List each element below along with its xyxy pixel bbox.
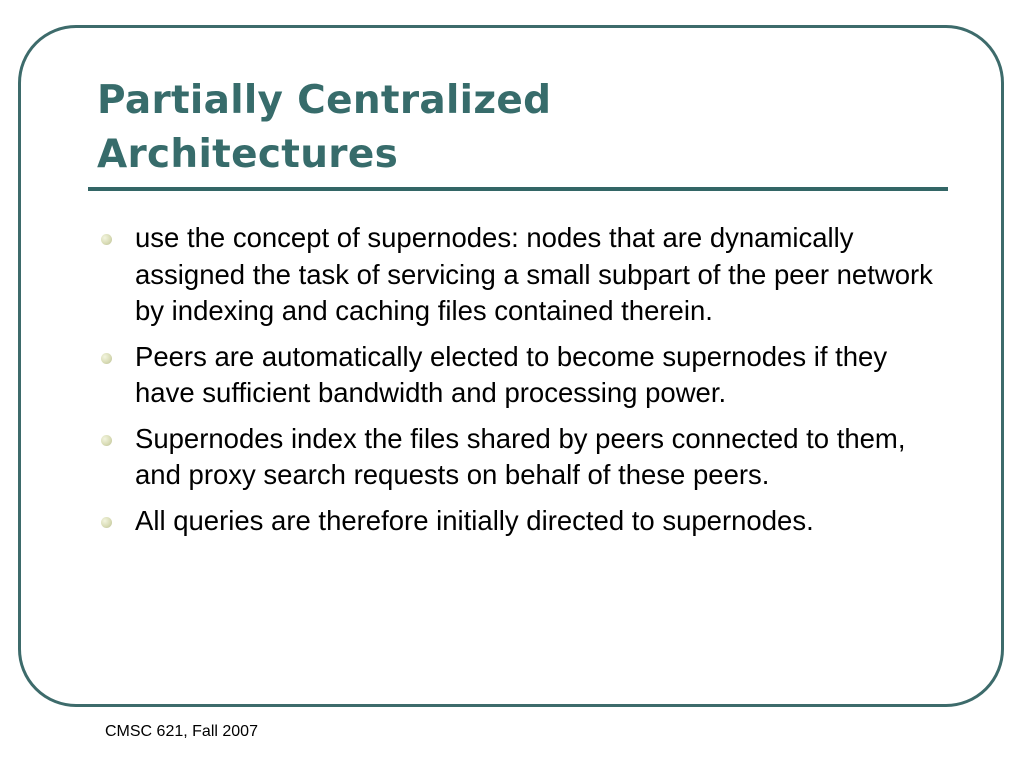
title-divider: [88, 187, 948, 191]
bullet-item: [97, 339, 942, 412]
bullet-text: use the concept of supernodes: nodes that are dynamically assigned the task of servicing a small subpart of the peer network by indexing and caching files contained therein.: [135, 222, 933, 326]
bullet-dot-icon: [101, 353, 112, 364]
bullet-text: All queries are therefore initially directed to supernodes.: [135, 504, 814, 536]
bullet-item: [97, 421, 942, 494]
slide-title-line-2: Architectures: [97, 132, 399, 177]
bullet-text: Supernodes index the files shared by peers connected to them, and proxy search requests on behalf of these peers.: [135, 422, 906, 490]
bullet-dot-icon: [101, 435, 112, 446]
slide-title-line-1: Partially Centralized: [97, 78, 552, 123]
bullet-dot-icon: [101, 234, 112, 245]
bullet-dot-icon: [101, 517, 112, 528]
slide-footer: CMSC 621, Fall 2007: [105, 723, 258, 740]
bullet-item: [97, 503, 942, 540]
slide-title: [97, 74, 917, 182]
bullet-item: [97, 220, 942, 330]
bullet-list: [97, 220, 942, 548]
bullet-text: Peers are automatically elected to become supernodes if they have sufficient bandwidth and processing power.: [135, 340, 888, 408]
